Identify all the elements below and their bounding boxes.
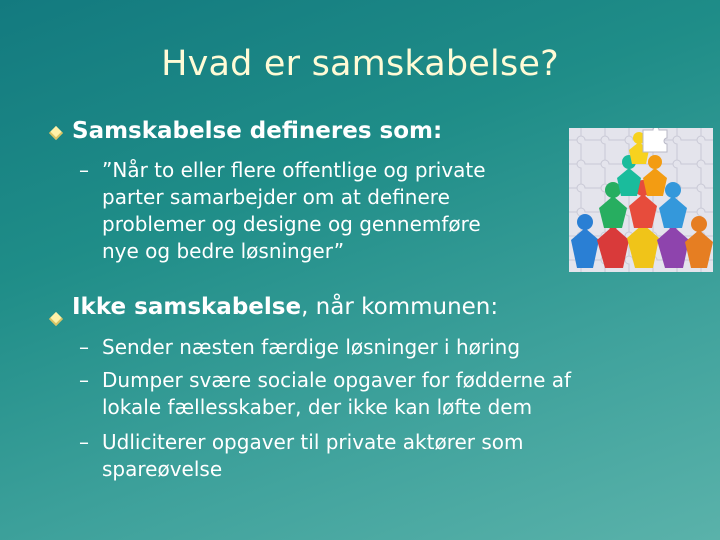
bullet-2-rest: , når kommunen: (301, 294, 499, 320)
bullet-2-sub-1 (79, 334, 520, 361)
bullet-2-bold: Ikke samskabelse (72, 294, 302, 320)
dash-marker: – (79, 368, 89, 392)
diamond-bullet-icon (49, 126, 63, 140)
bullet-2-heading (72, 294, 498, 320)
sub-item-text: Dumper svære sociale opgaver for fødderne af lokale fællesskaber, der ikke kan løfte dem (102, 368, 572, 419)
definition-quote: ”Når to eller flere offentlige og private parter samarbejder om at definere problemer og designe og gennemføre nye og bedre løsninger” (102, 158, 486, 263)
sub-item-text: Sender næsten færdige løsninger i høring (102, 335, 521, 359)
dash-marker: – (79, 430, 89, 454)
slide-title: Hvad er samskabelse? (161, 44, 559, 84)
puzzle-people-icon (569, 128, 713, 272)
bullet-1-heading: Samskabelse defineres som: (72, 118, 443, 144)
bullet-1-sub-1 (79, 157, 486, 265)
puzzle-people-teamwork-picture (569, 128, 713, 272)
dash-marker: – (79, 335, 89, 359)
bullet-2-sub-3 (79, 429, 524, 483)
bullet-2-sub-2 (79, 367, 571, 421)
dash-marker: – (79, 158, 89, 182)
diamond-bullet-icon (49, 312, 63, 326)
sub-item-text: Udliciterer opgaver til private aktører som spareøvelse (102, 430, 524, 481)
